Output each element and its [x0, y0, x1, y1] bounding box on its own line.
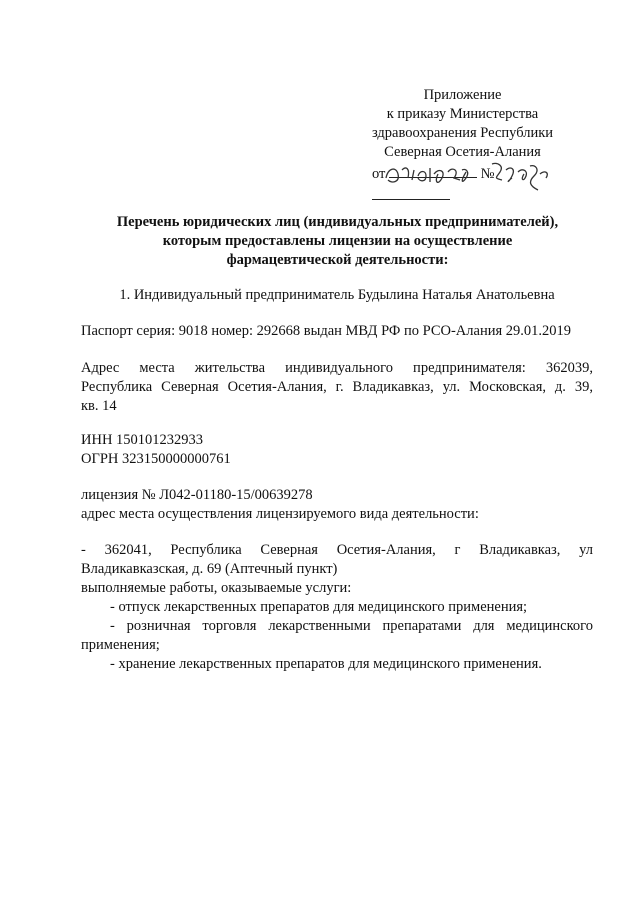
- license-number: лицензия № Л042-01180-15/00639278: [81, 487, 313, 503]
- activity-place: [81, 541, 593, 674]
- title-line-1: Перечень юридических лиц (индивидуальных предпринимателей),: [116, 214, 559, 230]
- registration-ids: [81, 431, 593, 469]
- appendix-order-line: к приказу Министерства: [386, 106, 539, 122]
- work-item-dispensing: - отпуск лекарственных препаратов для медицинского применения;: [110, 599, 528, 615]
- ogrn-number: ОГРН 323150000000761: [81, 451, 231, 467]
- appendix-region-line: Северная Осетия-Алания: [384, 144, 541, 160]
- works-label: выполняемые работы, оказываемые услуги:: [81, 580, 352, 596]
- appendix-header: [360, 86, 565, 206]
- residence-address: [81, 359, 593, 416]
- date-from-label: от: [372, 166, 386, 182]
- license-info: [81, 486, 593, 524]
- appendix-date-number-line: [360, 162, 565, 206]
- handwritten-date-and-number: [380, 156, 570, 192]
- appendix-title: Приложение: [423, 87, 502, 103]
- work-item-retail-line-2: применения;: [81, 637, 160, 653]
- number-label: №: [480, 166, 495, 182]
- place-line-1: - 362041, Республика Северная Осетия-Алания, г Владикавказ, ул: [81, 542, 593, 558]
- title-line-3: фармацевтической деятельности:: [226, 252, 449, 268]
- inn-number: ИНН 150101232933: [81, 432, 204, 448]
- work-item-retail-line-1: - розничная торговля лекарственными препаратами для медицинского: [110, 618, 593, 634]
- passport-info: Паспорт серия: 9018 номер: 292668 выдан МВД РФ по РСО-Алания 29.01.2019: [81, 323, 572, 339]
- entry-heading: 1. Индивидуальный предприниматель Будылина Наталья Анатольевна: [119, 287, 555, 303]
- activity-place-label: адрес места осуществления лицензируемого вида деятельности:: [81, 506, 479, 522]
- title-line-2: которым предоставлены лицензии на осуществление: [162, 233, 513, 249]
- address-line-1: Адрес места жительства индивидуального предпринимателя: 362039,: [81, 360, 593, 376]
- work-item-storage: - хранение лекарственных препаратов для медицинского применения.: [110, 656, 542, 672]
- address-line-3: кв. 14: [81, 398, 117, 414]
- address-line-2: Республика Северная Осетия-Алания, г. Владикавказ, ул. Московская, д. 39,: [81, 379, 593, 395]
- appendix-ministry-line: здравоохранения Республики: [371, 125, 554, 141]
- work-item-retail: [81, 617, 593, 655]
- place-line-2: Владикавказская, д. 69 (Аптечный пункт): [81, 561, 338, 577]
- document-title: [80, 213, 595, 270]
